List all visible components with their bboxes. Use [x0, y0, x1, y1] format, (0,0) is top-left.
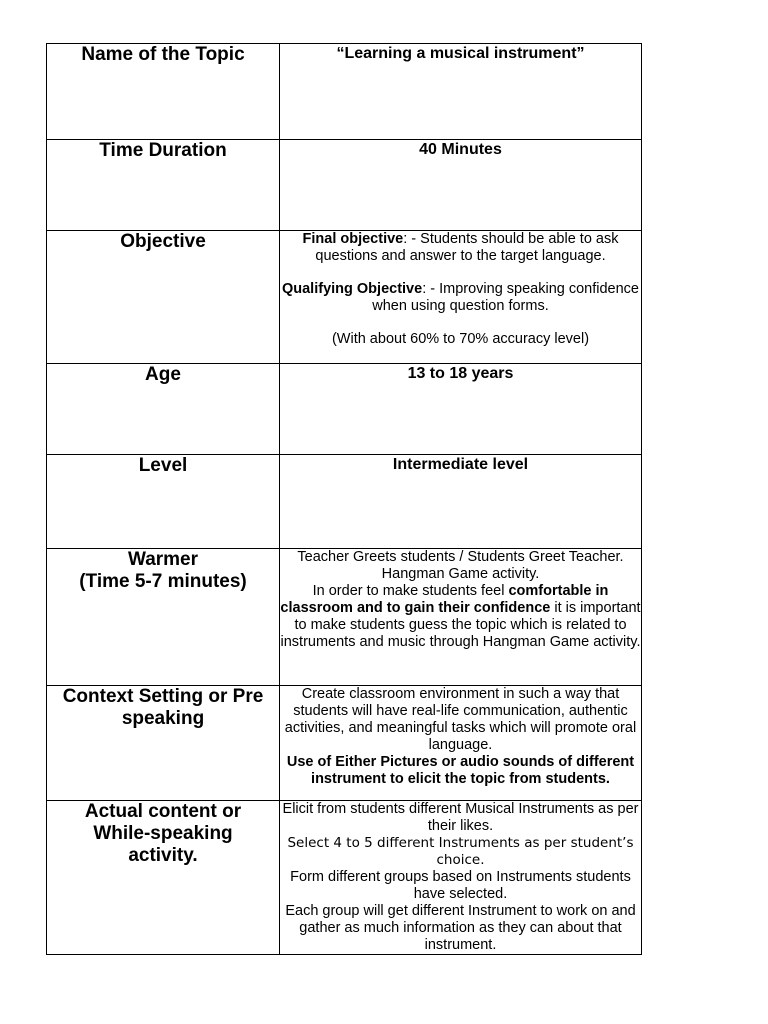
label-line: activity.	[128, 845, 198, 866]
warmer-hangman: Hangman Game activity.	[381, 566, 540, 582]
context-value	[280, 686, 642, 801]
warmer-purpose-c: it is important to make students guess the topic which is related to instruments and music through Hangman Game activity.	[280, 600, 641, 650]
warmer-greeting: Teacher Greets students / Students Greet Teacher.	[297, 549, 624, 565]
warmer-purpose-a: In order to make students feel	[312, 583, 509, 599]
table-row	[47, 549, 642, 686]
row-label	[47, 364, 280, 455]
label-line: Objective	[120, 231, 206, 252]
actual-elicit: Elicit from students different Musical Instruments as per their likes.	[282, 801, 639, 834]
table-row	[47, 455, 642, 549]
label-line: (Time 5-7 minutes)	[79, 571, 247, 592]
warmer-purpose	[280, 583, 641, 651]
table-row	[47, 231, 642, 364]
topic-value: “Learning a musical instrument”	[280, 44, 642, 140]
warmer-value	[280, 549, 642, 686]
label-line: Actual content or	[84, 801, 242, 822]
table-row	[47, 686, 642, 801]
table-row	[47, 44, 642, 140]
row-label	[47, 44, 280, 140]
label-line: Warmer	[127, 549, 199, 570]
label-line: Age	[145, 364, 181, 385]
context-bold-text: Use of Either Pictures or audio sounds of different instrument to elicit the topic from students.	[286, 754, 635, 787]
accuracy-note: (With about 60% to 70% accuracy level)	[331, 331, 590, 347]
actual-select: Select 4 to 5 different Instruments as per student’s choice.	[287, 835, 634, 868]
label-line: speaking	[121, 708, 205, 729]
context-text: Create classroom environment in such a way that students will have real-life communication, authentic activities, and meaningful tasks which will promote oral language.	[284, 686, 637, 753]
label-line: Name of the Topic	[81, 44, 245, 65]
actual-content-value	[280, 801, 642, 955]
qualifying-objective-head: Qualifying Objective	[281, 281, 423, 297]
table-row	[47, 140, 642, 231]
final-objective	[280, 231, 641, 265]
row-label	[47, 801, 280, 955]
age-value: 13 to 18 years	[280, 364, 642, 455]
row-label	[47, 140, 280, 231]
qualifying-objective-text: : - Improving speaking confidence when using question forms.	[372, 281, 640, 314]
table-row	[47, 364, 642, 455]
row-label	[47, 455, 280, 549]
label-line: While-speaking	[93, 823, 233, 844]
level-value: Intermediate level	[280, 455, 642, 549]
row-label	[47, 686, 280, 801]
row-label	[47, 549, 280, 686]
final-objective-text: : - Students should be able to ask questions and answer to the target language.	[315, 231, 619, 264]
row-label	[47, 231, 280, 364]
label-line: Context Setting or Pre	[62, 686, 264, 707]
duration-value: 40 Minutes	[280, 140, 642, 231]
final-objective-head: Final objective	[302, 231, 404, 247]
lesson-plan-table	[46, 43, 642, 955]
actual-work: Each group will get different Instrument to work on and gather as much information as they can about that instrument.	[285, 903, 636, 953]
qualifying-objective	[280, 281, 641, 315]
label-line: Time Duration	[99, 140, 227, 161]
objective-value	[280, 231, 642, 364]
warmer-purpose-bold: comfortable in classroom and to gain their confidence	[280, 583, 609, 616]
actual-groups: Form different groups based on Instruments students have selected.	[290, 869, 631, 902]
table-row	[47, 801, 642, 955]
label-line: Level	[138, 455, 188, 476]
